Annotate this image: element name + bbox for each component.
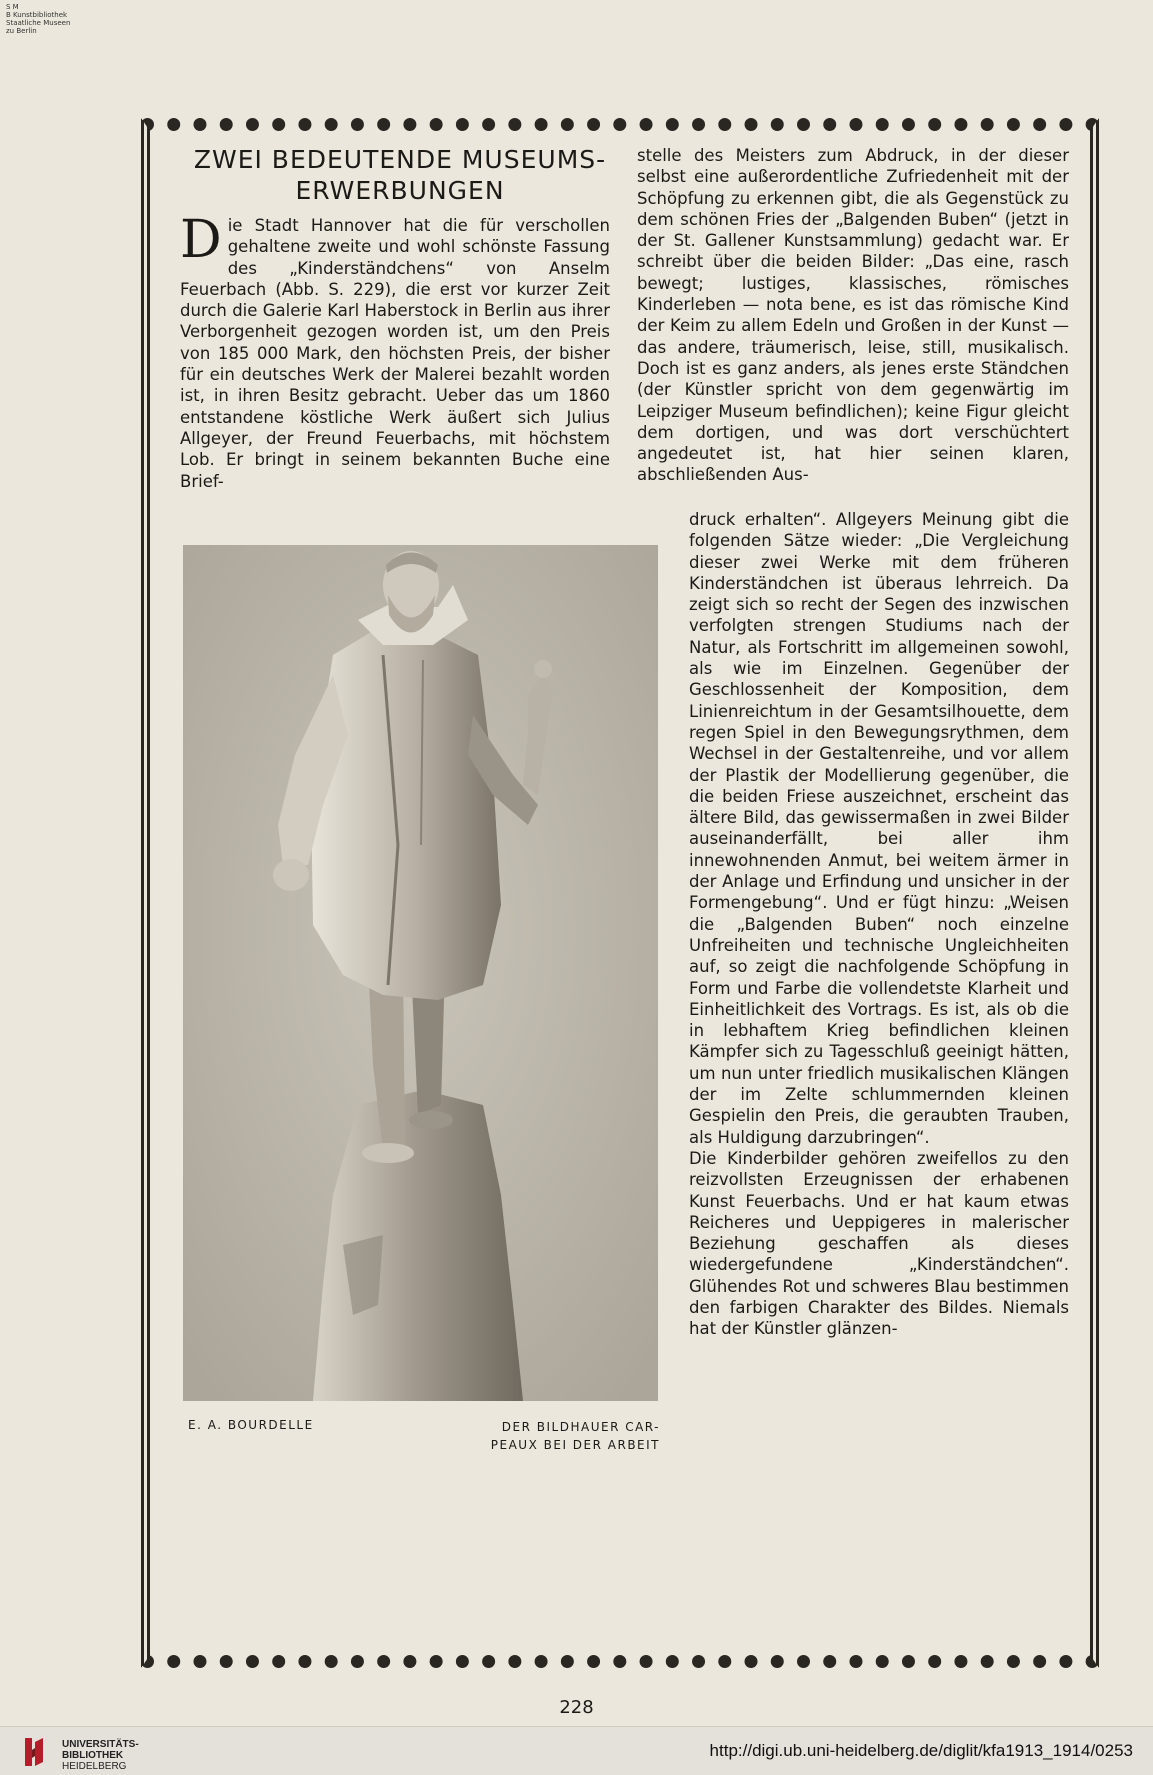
stamp-line: Staatliche Museen — [6, 19, 71, 27]
library-name — [62, 1739, 139, 1772]
library-name-line: HEIDELBERG — [62, 1761, 127, 1772]
page-number: 228 — [559, 1697, 594, 1718]
right-column-top — [637, 145, 1069, 486]
library-name-line: UNIVERSITÄTS- — [62, 1739, 139, 1750]
source-url-link[interactable]: http://digi.ub.uni-heidelberg.de/diglit/kfa1913_1914/0253 — [709, 1741, 1133, 1760]
caption-artist: E. A. BOURDELLE — [188, 1418, 314, 1432]
stamp-line: B Kunstbibliothek — [6, 11, 68, 19]
footer-bar — [0, 1726, 1153, 1775]
right-column-narrow-text: druck erhalten“. Allgeyers Meinung gibt die folgenden Sätze wieder: „Die Vergleichung dieser zwei Werke mit dem früheren Kinderständchen ist überaus lehrreich. Da zeigt sich so recht der Segen des inzwischen verfolgten strengen Studiums nach der Natur, als Fortschritt im allgemeinen sowohl, als wie im Einzelnen. Gegenüber der Geschlossenheit der Komposition, dem Linienreichtum in der Gesamtsilhouette, dem regen Spiel in den Bewegungsrythmen, dem Wechsel in der Gestaltenreihe, und vor allem der Plastik der Modellierung gegenüber, die die beiden Friese auszeichnet, erscheint das ältere Bild, das gewissermaßen in zwei Bilder auseinanderfällt, bei aller ihm innewohnenden Anmut, bei weitem ärmer in der Anlage und Erfindung und unsicher in der Formengebung“. Und er fügt hinzu: „Weisen die „Balgenden Buben“ noch einzelne Unfreiheiten und technische Ungleichheiten auf, so zeigt die nachfolgende Schöpfung in Form und Farbe die vollendetste Klarheit und Einheitlichkeit des Vortrags. Es ist, als ob die in lebhaftem Krieg befindlichen kleinen Kämpfer sich zu Tagesschluß geeinigt hätten, um nun unter friedlich musikalischen Klängen der im Zelte schlummernden kleinen Gespielin den Preis, die geraubten Trauben, als Huldigung darzubringen“. Die Kinderbilder gehören zweifellos zu den reizvollsten Erzeugnissen der erhabenen Kunst Feuerbachs. Und er hat kaum etwas Reicheres und Ueppigeres in malerischer Beziehung geschaffen als dieses wiedergefundene „Kinderständchen“. Glühendes Rot und schweres Blau bestimmen den farbigen Charakter des Bildes. Niemals hat der Künstler glänzen- — [689, 510, 1069, 1339]
article-heading: ZWEI BEDEUTENDE MUSEUMS- ERWERBUNGEN — [193, 145, 607, 205]
drop-cap: D — [180, 210, 222, 270]
sculpture-illustration — [183, 545, 658, 1401]
sculpture-photo — [183, 545, 658, 1401]
left-column — [180, 210, 610, 492]
library-stamp — [6, 3, 70, 35]
stamp-line: zu Berlin — [6, 27, 37, 35]
left-column-text: ie Stadt Hannover hat die für verschollen gehaltene zweite und wohl schönste Fassung des „Kinderständchens“ von Anselm Feuerbach (Abb. S. 229), die erst vor kurzer Zeit durch die Galerie Karl Haberstock in Berlin aus ihrer Verborgenheit gezogen worden ist, um den Preis von 185 000 Mark, den höchsten Preis, der bisher für ein deutsches Werk der Malerei bezahlt worden ist, in ihren Besitz gebracht. Ueber das um 1860 entstandene köstliche Werk äußert sich Julius Allgeyer, der Freund Feuerbachs, mit höchstem Lob. Er bringt in seinem bekannten Buche eine Brief- — [180, 216, 610, 491]
library-logo-icon — [22, 1736, 46, 1768]
caption-title: DER BILDHAUER CAR- PEAUX BEI DER ARBEIT — [490, 1420, 660, 1452]
library-name-line: BIBLIOTHEK — [62, 1750, 124, 1761]
right-column-top-text: stelle des Meisters zum Abdruck, in der dieser selbst eine außerordentliche Zufriedenheit mit der Schöpfung zu erkennen gibt, die als Gegenstück zu dem schönen Fries der „Balgenden Buben“ (jetzt in der St. Gallener Kunstsammlung) gedacht war. Er schreibt über die beiden Bilder: „Das eine, rasch bewegt; lustiges, klassisches, römisches Kinderleben — nota bene, es ist das römische Kind der Keim zu allem Edeln und Großen in der Kunst — das andere, träumerisch, leise, still, musikalisch. Doch ist es ganz anders, als jenes erste Ständchen (der Künstler spricht von dem gegenwärtig im Leipziger Museum befindlichen); keine Figur gleicht dem dortigen, und was dort verschüchtert angedeutet ist, hat hier seinen klaren, abschließenden Aus- — [637, 146, 1069, 485]
stamp-line: S M — [6, 3, 19, 11]
right-column-narrow — [689, 509, 1069, 1340]
